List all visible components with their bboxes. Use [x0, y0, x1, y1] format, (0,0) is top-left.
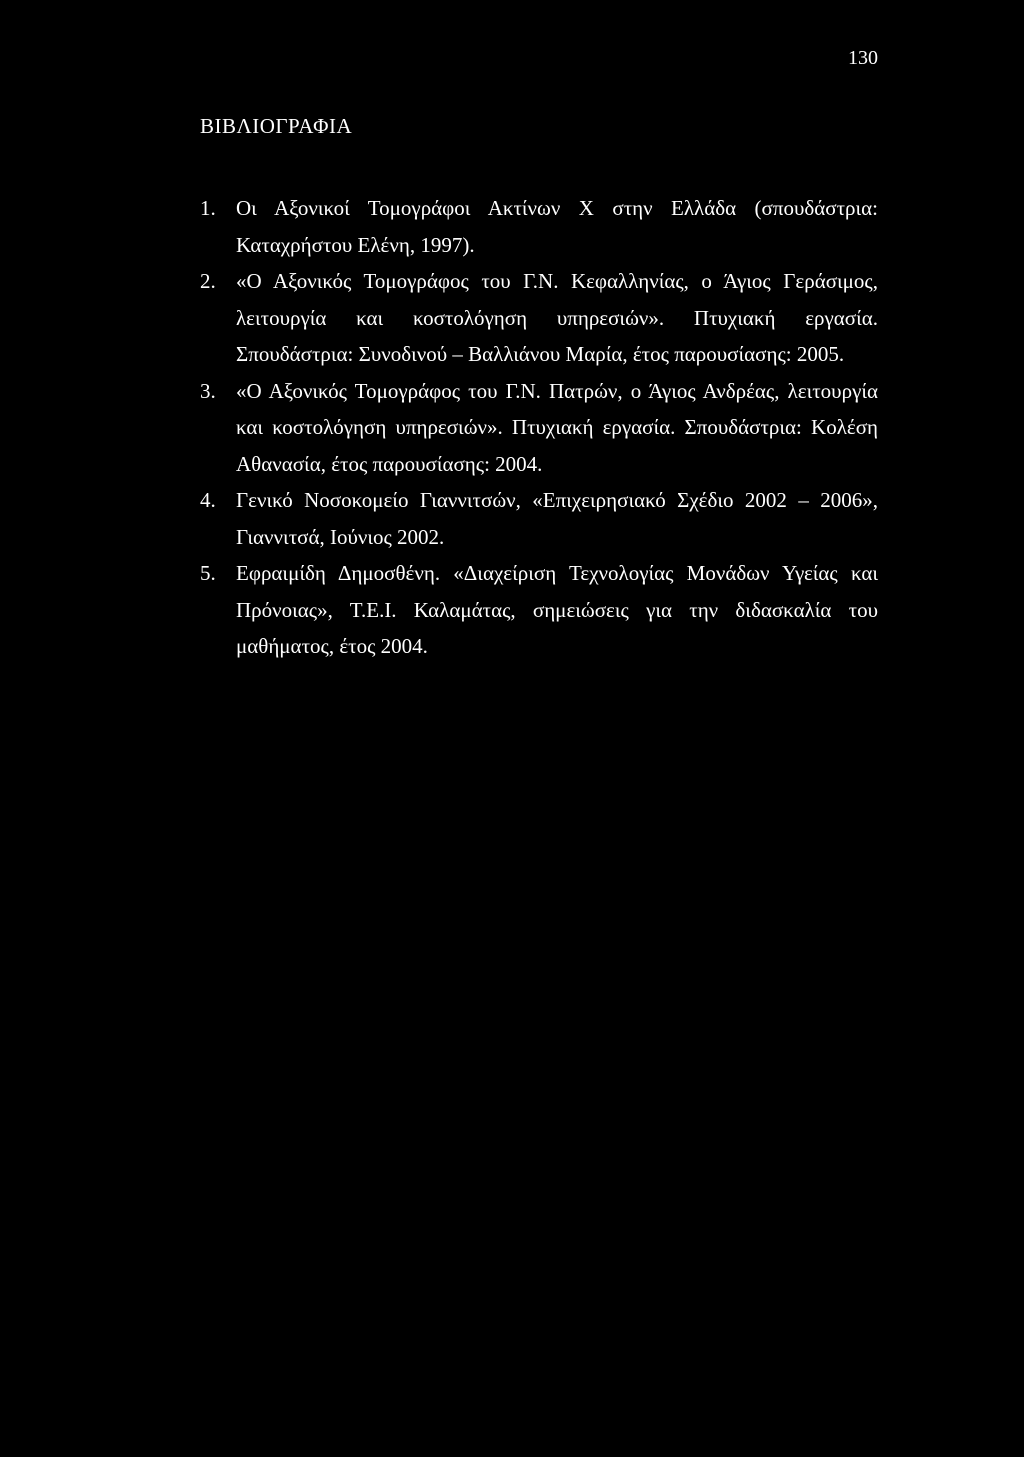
entry-text: Οι Αξονικοί Τομογράφοι Ακτίνων Χ στην Ελλάδα (σπουδάστρια: Καταχρήστου Ελένη, 1997). [236, 196, 878, 257]
bibliography-entry [200, 190, 878, 263]
entry-text: «Ο Αξονικός Τομογράφος του Γ.Ν. Κεφαλληνίας, ο Άγιος Γεράσιμος, λειτουργία και κοστολόγηση υπηρεσιών». Πτυχιακή εργασία. Σπουδάστρια: Συνοδινού – Βαλλιάνου Μαρία, έτος παρουσίασης: 2005. [236, 269, 878, 366]
entry-number: 5. [200, 561, 216, 585]
entry-number: 1. [200, 196, 216, 220]
bibliography-entry [200, 555, 878, 665]
page-title: ΒΙΒΛΙΟΓΡΑΦΙΑ [200, 114, 353, 138]
bibliography-entry [200, 482, 878, 555]
bibliography-entry [200, 263, 878, 373]
entry-number: 2. [200, 269, 216, 293]
entry-text: «Ο Αξονικός Τομογράφος του Γ.Ν. Πατρών, ο Άγιος Ανδρέας, λειτουργία και κοστολόγηση υπηρεσιών». Πτυχιακή εργασία. Σπουδάστρια: Κολέση Αθανασία, έτος παρουσίασης: 2004. [236, 378, 878, 476]
entry-number: 3. [200, 378, 216, 403]
bibliography-list [200, 190, 878, 665]
entry-number: 4. [200, 488, 216, 512]
bibliography-entry [200, 373, 878, 483]
entry-text: Εφραιμίδη Δημοσθένη. «Διαχείριση Τεχνολογίας Μονάδων Υγείας και Πρόνοιας», Τ.Ε.Ι. Καλαμάτας, σημειώσεις για την διδασκαλία του μαθήματος, έτος 2004. [236, 561, 878, 658]
page-number: 130 [848, 47, 878, 69]
entry-text: Γενικό Νοσοκομείο Γιαννιτσών, «Επιχειρησιακό Σχέδιο 2002 – 2006», Γιαννιτσά, Ιούνιος 2002. [236, 488, 878, 549]
